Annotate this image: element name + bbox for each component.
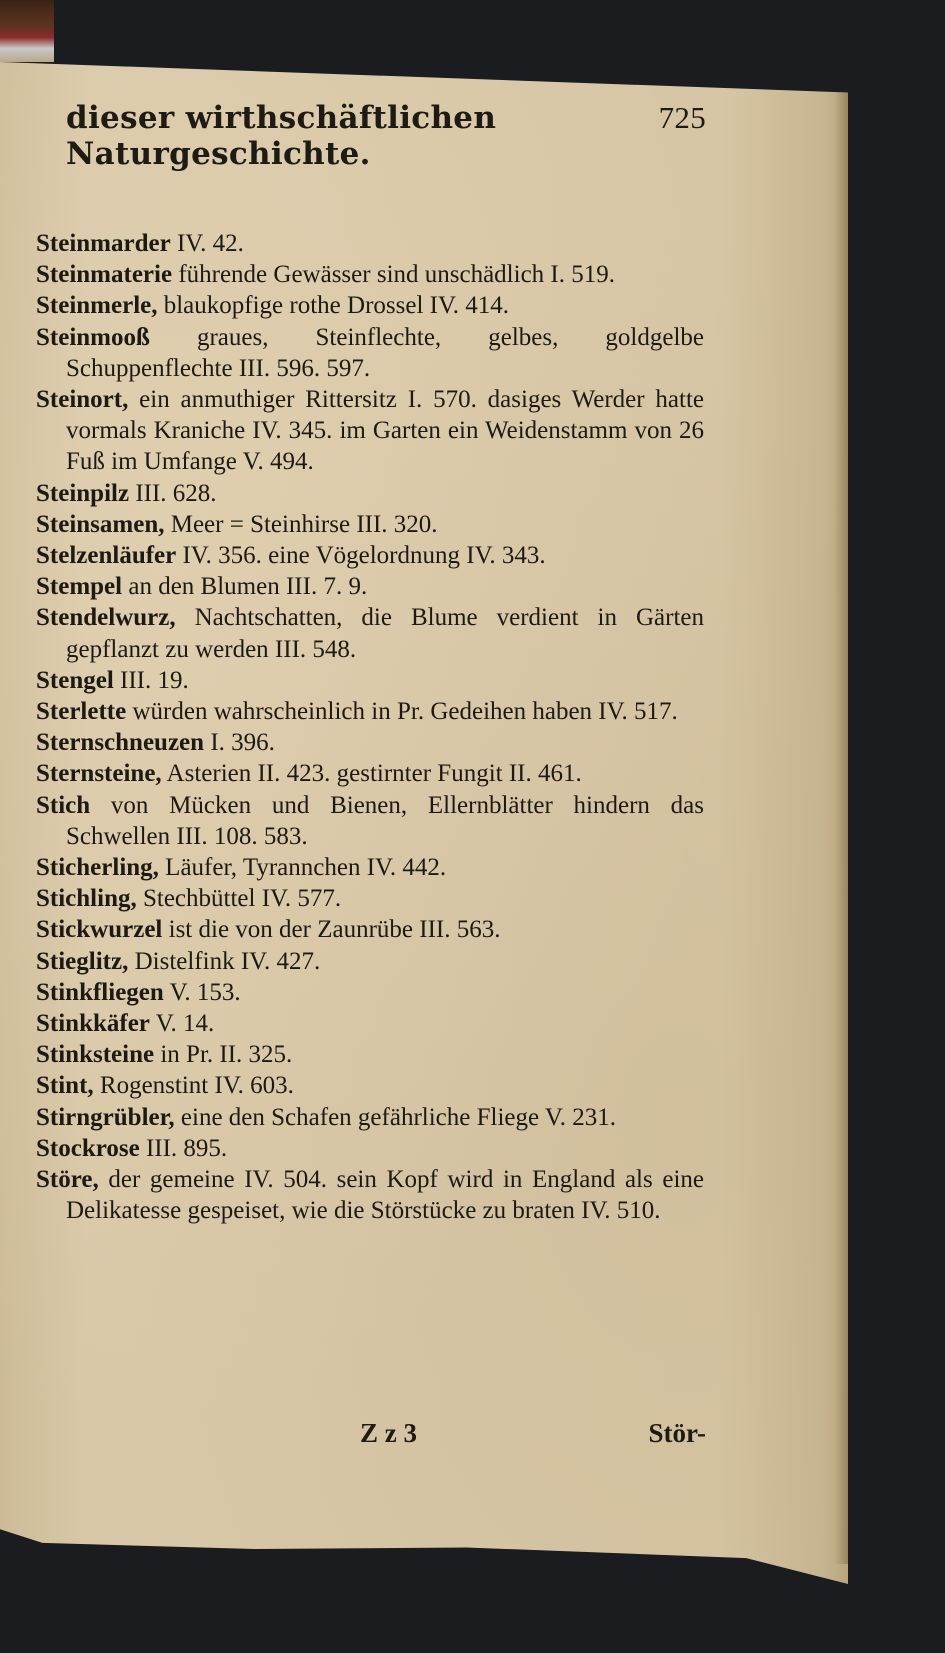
entry-headword: Stinkkäfer — [36, 1010, 150, 1038]
entry-text: V. 153. — [163, 978, 241, 1006]
entry-headword: Steinort, — [36, 386, 129, 414]
entry-headword: Stinkfliegen — [36, 978, 164, 1006]
index-entry — [36, 290, 704, 321]
entry-headword: Steinsamen, — [36, 510, 165, 538]
entry-text: ein anmuthiger Rittersitz I. 570. dasiges Werder hatte vormals Kraniche IV. 345. im Garten ein Weidenstamm von 26 Fuß im Umfange V. 494. — [66, 386, 704, 476]
index-entry — [36, 665, 704, 696]
catchword: Stör- — [648, 1418, 706, 1448]
entry-headword: Sternschneuzen — [36, 729, 205, 757]
entry-text: eine den Schafen gefährliche Fliege V. 231. — [174, 1103, 616, 1131]
entry-headword: Stichling, — [36, 885, 137, 913]
entry-text: von Mücken und Bienen, Ellernblätter hindern das Schwellen III. 108. 583. — [66, 791, 704, 850]
entry-headword: Stempel — [36, 573, 123, 601]
entry-headword: Steinmarder — [36, 230, 171, 257]
entry-headword: Steinpilz — [36, 479, 130, 507]
index-entry — [36, 696, 704, 727]
index-entry — [36, 322, 704, 384]
entry-headword: Stockrose — [36, 1134, 140, 1162]
page-number: 725 — [658, 100, 706, 135]
index-entry — [36, 1133, 704, 1164]
index-entry — [36, 852, 704, 883]
index-entry — [36, 883, 704, 914]
entry-text: III. 628. — [129, 479, 217, 507]
entry-text: III. 19. — [113, 666, 189, 694]
index-entry — [36, 478, 704, 509]
entry-text: der gemeine IV. 504. sein Kopf wird in England als eine Delikatesse gespeiset, wie die Störstücke zu braten IV. 510. — [66, 1166, 704, 1225]
entry-headword: Steinmaterie — [36, 261, 173, 289]
signature-mark: Z z 3 — [360, 1418, 417, 1448]
entry-headword: Stengel — [36, 666, 114, 694]
entry-headword: Stickwurzel — [36, 916, 163, 944]
entry-text: III. 895. — [139, 1134, 228, 1162]
entry-headword: Stieglitz, — [36, 947, 129, 975]
index-entry — [36, 1070, 704, 1101]
index-entry — [36, 509, 704, 540]
entry-headword: Sternsteine, — [36, 760, 162, 788]
entry-headword: Stinksteine — [36, 1041, 155, 1069]
entry-headword: Stelzenläufer — [36, 542, 177, 570]
entry-text: Läufer, Tyrannchen IV. 442. — [158, 854, 447, 882]
entry-text: IV. 356. eine Vögelordnung IV. 343. — [176, 542, 546, 570]
index-entry — [36, 384, 704, 478]
entry-text: Rogenstint IV. 603. — [93, 1072, 294, 1100]
index-entry — [36, 977, 704, 1008]
entry-text: Distelfink IV. 427. — [128, 947, 321, 975]
entry-text: in Pr. II. 325. — [154, 1041, 293, 1069]
index-entries — [36, 228, 704, 1227]
entry-text: Stechbüttel IV. 577. — [136, 885, 342, 913]
entry-headword: Störe, — [36, 1166, 99, 1194]
index-entry — [36, 727, 704, 758]
entry-headword: Steinmooß — [36, 323, 150, 351]
index-entry — [36, 1039, 704, 1070]
index-entry — [36, 259, 704, 290]
entry-text: Nachtschatten, die Blume verdient in Gärten gepflanzt zu werden III. 548. — [66, 604, 704, 663]
entry-headword: Stich — [36, 791, 91, 819]
entry-text: blaukopfige rothe Drossel IV. 414. — [157, 292, 510, 320]
index-entry — [36, 571, 704, 602]
entry-headword: Stint, — [36, 1072, 94, 1100]
index-entry — [36, 602, 704, 664]
entry-headword: Steinmerle, — [36, 292, 158, 320]
entry-text: V. 14. — [149, 1010, 215, 1038]
index-entry — [36, 1102, 704, 1133]
index-entry — [36, 1008, 704, 1039]
running-head — [66, 100, 706, 172]
entry-headword: Sticherling, — [36, 854, 159, 882]
entry-text: ist die von der Zaunrübe III. 563. — [162, 916, 501, 944]
index-entry — [36, 790, 704, 852]
index-entry — [36, 228, 704, 259]
running-head-title: dieser wirthschäftlichen Naturgeschichte. — [66, 100, 497, 172]
page-edge-shadow — [834, 80, 848, 1564]
entry-text: Asterien II. 423. gestirnter Fungit II. 461. — [161, 760, 582, 788]
index-entry — [36, 758, 704, 789]
index-entry — [36, 946, 704, 977]
entry-headword: Stirngrübler, — [36, 1103, 175, 1131]
entry-headword: Sterlette — [36, 698, 127, 726]
entry-text: Meer = Steinhirse III. 320. — [164, 510, 438, 538]
index-entry — [36, 540, 704, 571]
background-object — [0, 0, 54, 62]
index-entry — [36, 914, 704, 945]
index-entry — [36, 1164, 704, 1226]
entry-text: an den Blumen III. 7. 9. — [122, 573, 368, 601]
entry-headword: Stendelwurz, — [36, 604, 176, 632]
entry-text: graues, Steinflechte, gelbes, goldgelbe Schuppenflechte III. 596. 597. — [66, 323, 704, 382]
entry-text: würden wahrscheinlich in Pr. Gedeihen haben IV. 517. — [126, 698, 678, 726]
entry-text: führende Gewässer sind unschädlich I. 519. — [172, 261, 615, 289]
entry-text: I. 396. — [204, 729, 275, 757]
entry-text: IV. 42. — [170, 230, 244, 257]
